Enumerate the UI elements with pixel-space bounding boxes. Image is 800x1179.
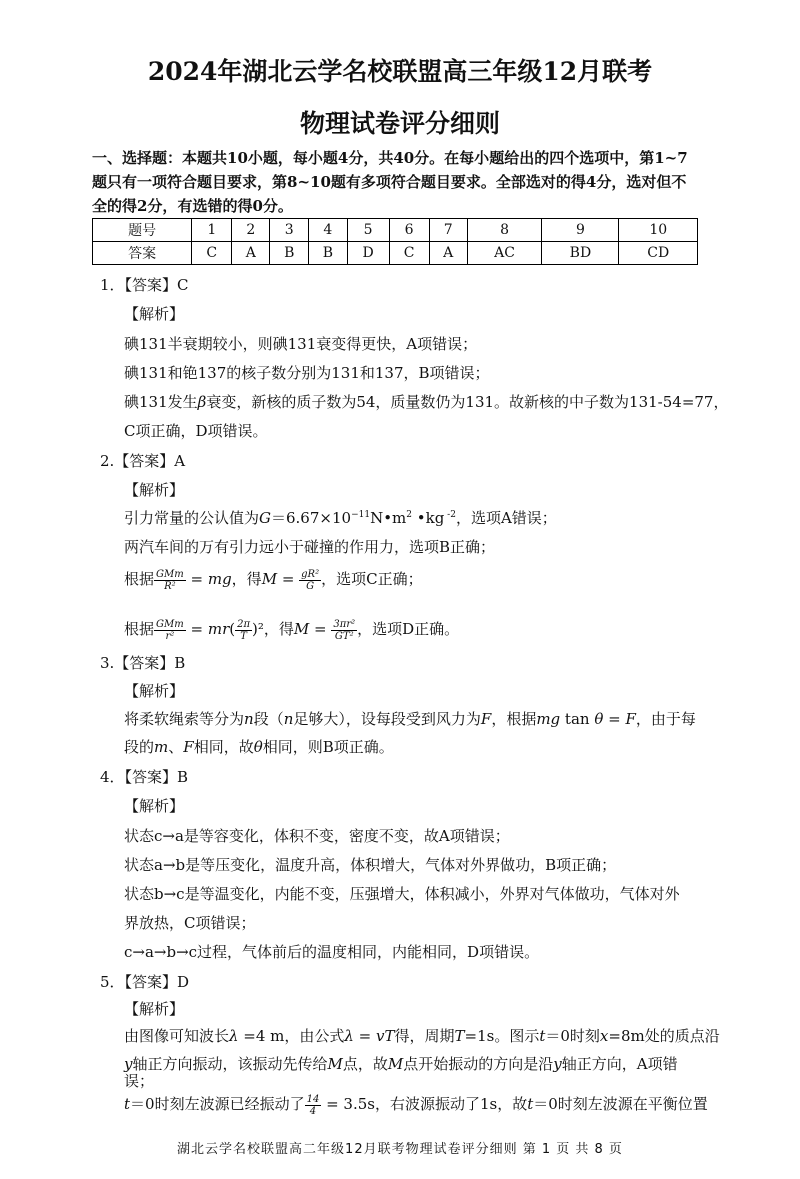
- denominator: T: [240, 630, 247, 642]
- symbol: λ: [229, 1027, 239, 1045]
- symbol: F: [625, 710, 636, 728]
- numerator: GMm: [156, 568, 184, 580]
- symbol: y: [553, 1055, 562, 1073]
- text: 、: [168, 738, 184, 756]
- section-intro-line-3: 全的得2分，有选错的得0分。: [92, 197, 293, 215]
- text: ，选项C正确；: [321, 570, 423, 588]
- q1-line-1: 碘131半衰期较小，则碘131衰变得更快，A项错误；: [124, 335, 478, 353]
- symbol: t: [527, 1095, 534, 1113]
- q2-analysis-label: 【解析】: [124, 481, 185, 499]
- text: ＝6.67×10: [271, 509, 352, 527]
- formula: = mg: [185, 570, 232, 588]
- q2-line-2: 两汽车间的万有引力远小于碰撞的作用力，选项B正确；: [124, 538, 496, 556]
- text: =: [309, 620, 332, 638]
- denominator: r²: [165, 630, 175, 642]
- text: =: [603, 710, 626, 728]
- text: 得，周期: [394, 1027, 455, 1045]
- text: ＝0时刻左波源在平衡位置: [533, 1095, 708, 1113]
- section-intro-line-1: 一、选择题：本题共10小题，每小题4分，共40分。在每小题给出的四个选项中，第1~7: [92, 149, 688, 167]
- text: •kg: [412, 509, 445, 527]
- table-row-numbers: [93, 219, 698, 242]
- symbol: F: [183, 738, 194, 756]
- q5-line-3: 误；: [124, 1072, 155, 1090]
- symbol: y: [124, 1055, 133, 1073]
- text: 由图像可知波长: [124, 1027, 230, 1045]
- text: 轴正方向，A项错: [561, 1055, 678, 1073]
- text: 碘131发生: [124, 393, 198, 411]
- question-number-cell: 4: [309, 219, 348, 242]
- numerator: gR²: [301, 568, 320, 580]
- q4-line-4: 界放热，C项错误；: [124, 914, 256, 932]
- q1-analysis-label: 【解析】: [124, 305, 185, 323]
- answer-table: [92, 218, 698, 265]
- exponent: -2: [444, 510, 456, 520]
- denominator: 4: [309, 1105, 317, 1117]
- text: ，由于每: [635, 710, 696, 728]
- text: 足够大），设每段受到风力为: [293, 710, 481, 728]
- q3-analysis-label: 【解析】: [124, 682, 185, 700]
- question-number-cell: 1: [192, 219, 232, 242]
- text: ，得: [263, 620, 294, 638]
- question-number-cell: 6: [389, 219, 429, 242]
- q4-analysis-label: 【解析】: [124, 797, 185, 815]
- fraction: [154, 569, 186, 592]
- text: = 3.5s，右波源振动了1s，故: [321, 1095, 528, 1113]
- answer-cell: D: [347, 242, 389, 265]
- q1-line-2: 碘131和铯137的核子数分别为131和137，B项错误；: [124, 364, 490, 382]
- symbol: mg: [536, 710, 561, 728]
- text: 点开始振动的方向是沿: [403, 1055, 554, 1073]
- q3-line-1: [124, 708, 696, 729]
- section-intro-line-2: 题只有一项符合题目要求，第8~10题有多项符合题目要求。全部选对的得4分，选对但不: [92, 173, 687, 191]
- beta-symbol: β: [197, 393, 207, 411]
- q5-line-2: [124, 1053, 678, 1074]
- numerator: GMm: [156, 618, 184, 630]
- q1-line-3: [124, 391, 728, 412]
- q5-answer-heading: 5．【答案】D: [100, 973, 190, 991]
- question-number-cell: 7: [429, 219, 467, 242]
- numerator: 3πr²: [333, 618, 356, 630]
- paren: (: [229, 620, 236, 638]
- symbol: T: [454, 1027, 465, 1045]
- q3-answer-heading: 3.【答案】B: [100, 654, 186, 672]
- text: 段的: [124, 738, 155, 756]
- text: =: [277, 570, 300, 588]
- symbol: M: [293, 620, 310, 638]
- symbol: M: [261, 570, 278, 588]
- text: ，得: [231, 570, 262, 588]
- text: 相同，故: [193, 738, 254, 756]
- question-number-cell: 9: [542, 219, 619, 242]
- text: 根据: [124, 570, 155, 588]
- answer-cell: BD: [542, 242, 619, 265]
- text: 轴正方向振动，该振动先传给: [132, 1055, 328, 1073]
- text: ，选项A错误；: [455, 509, 557, 527]
- text: =8m处的质点沿: [608, 1027, 720, 1045]
- question-number-cell: 3: [270, 219, 309, 242]
- q4-line-3: 状态b→c是等温变化，内能不变，压强增大，体积减小，外界对气体做功，气体对外: [124, 885, 680, 903]
- text: ，根据: [491, 710, 537, 728]
- answer-cell: C: [192, 242, 232, 265]
- symbol: m: [154, 738, 169, 756]
- symbol: M: [327, 1055, 343, 1073]
- q4-line-1: 状态c→a是等容变化，体积不变，密度不变，故A项错误；: [124, 827, 510, 845]
- paren: )²: [252, 620, 264, 638]
- answer-cell: B: [309, 242, 348, 265]
- denominator: R²: [164, 580, 176, 592]
- text: 将柔软绳索等分为: [124, 710, 245, 728]
- formula: = mr: [185, 620, 230, 638]
- symbol: M: [387, 1055, 404, 1073]
- symbol: θ: [253, 738, 263, 756]
- fraction: [154, 619, 186, 642]
- text: ＝0时刻左波源已经振动了: [130, 1095, 305, 1113]
- text: =4 m，由公式: [238, 1027, 345, 1045]
- answer-cell: CD: [619, 242, 698, 265]
- q4-line-5: c→a→b→c过程，气体前后的温度相同，内能相同，D项错误。: [124, 943, 540, 961]
- fraction: [235, 619, 252, 642]
- text: 段（: [253, 710, 284, 728]
- text: 相同，则B项正确。: [262, 738, 394, 756]
- q5-line-4: [124, 1093, 708, 1117]
- q2-line-4: [124, 618, 459, 642]
- q5-line-1: [124, 1025, 720, 1046]
- text: N•m: [370, 509, 407, 527]
- fraction: [299, 569, 321, 592]
- exam-subtitle: 物理试卷评分细则: [299, 109, 500, 138]
- row-label-answer: 答案: [93, 242, 192, 265]
- symbol: n: [283, 710, 294, 728]
- symbol: n: [244, 710, 254, 728]
- q2-line-3: [124, 568, 423, 592]
- question-number-cell: 10: [619, 219, 698, 242]
- text: tan: [560, 710, 595, 728]
- symbol: F: [480, 710, 492, 728]
- exam-title: 2024年湖北云学名校联盟高三年级12月联考: [147, 57, 653, 86]
- formula: λ = vT: [344, 1027, 395, 1045]
- symbol: x: [599, 1027, 609, 1045]
- symbol: t: [124, 1095, 131, 1113]
- question-number-cell: 2: [232, 219, 270, 242]
- answer-cell: A: [232, 242, 270, 265]
- text: =1s。图示: [464, 1027, 540, 1045]
- q4-line-2: 状态a→b是等压变化，温度升高，体积增大，气体对外界做功，B项正确；: [124, 856, 617, 874]
- table-row-answers: [93, 242, 698, 265]
- answer-cell: A: [429, 242, 467, 265]
- q4-answer-heading: 4．【答案】B: [100, 768, 189, 786]
- numerator: 14: [306, 1093, 320, 1105]
- fraction: [331, 619, 357, 642]
- symbol: G: [259, 509, 271, 527]
- answer-cell: AC: [467, 242, 542, 265]
- text: ＝0时刻: [545, 1027, 600, 1045]
- text: ，选项D正确。: [357, 620, 460, 638]
- answer-cell: C: [389, 242, 429, 265]
- q2-line-1: [124, 507, 557, 528]
- answer-cell: B: [270, 242, 309, 265]
- symbol: t: [539, 1027, 546, 1045]
- text: 根据: [124, 620, 155, 638]
- page-footer: 湖北云学名校联盟高二年级12月联考物理试卷评分细则 第 1 页 共 8 页: [177, 1142, 623, 1157]
- row-label-number: 题号: [93, 219, 192, 242]
- q3-line-2: [124, 736, 394, 757]
- q1-line-4: C项正确，D项错误。: [124, 422, 268, 440]
- exponent: −11: [351, 510, 371, 520]
- symbol: θ: [594, 710, 604, 728]
- q5-analysis-label: 【解析】: [124, 1000, 185, 1018]
- question-number-cell: 5: [347, 219, 389, 242]
- numerator: 2π: [237, 618, 251, 630]
- question-number-cell: 8: [467, 219, 542, 242]
- denominator: GT²: [334, 630, 354, 642]
- text: 点，故: [342, 1055, 388, 1073]
- exponent: 2: [406, 510, 412, 520]
- q1-answer-heading: 1．【答案】C: [100, 276, 189, 294]
- fraction: [305, 1094, 322, 1117]
- text: 衰变，新核的质子数为54，质量数仍为131。故新核的中子数为131-54=77，: [206, 393, 729, 411]
- text: 引力常量的公认值为: [124, 509, 260, 527]
- denominator: G: [306, 580, 315, 592]
- q2-answer-heading: 2.【答案】A: [100, 452, 186, 470]
